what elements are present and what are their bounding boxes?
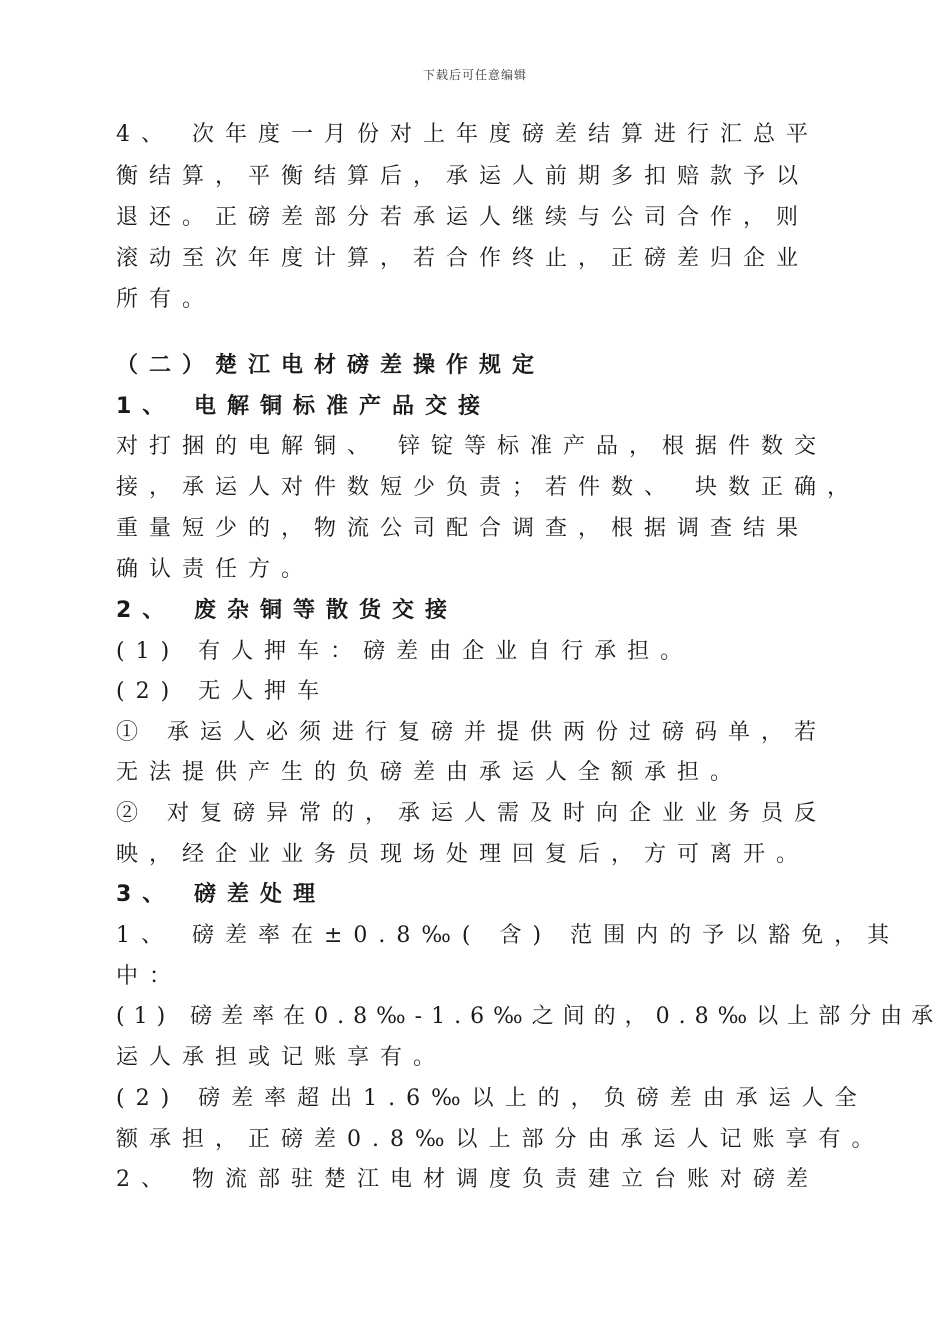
paragraph-line: 滚动至次年度计算，若合作终止，正磅差归企业 xyxy=(116,246,810,271)
paragraph-line: 1、 磅差率在±0.8‰( 含) 范围内的予以豁免，其 xyxy=(116,923,901,948)
paragraph-line: 映，经企业业务员现场处理回复后，方可离开。 xyxy=(116,842,810,867)
section-heading: （二）楚江电材磅差操作规定 xyxy=(116,353,546,378)
paragraph-line: 无法提供产生的负磅差由承运人全额承担。 xyxy=(116,760,744,785)
paragraph-line: 运人承担或记账享有。 xyxy=(116,1045,447,1070)
paragraph-line: 接，承运人对件数短少负责；若件数、 块数正确， xyxy=(116,475,860,500)
paragraph-line: (1) 有人押车：磅差由企业自行承担。 xyxy=(116,639,694,664)
paragraph-line: (2) 无人押车 xyxy=(116,679,331,704)
paragraph-line: 2、 物流部驻楚江电材调度负责建立台账对磅差 xyxy=(116,1167,819,1192)
paragraph-line: (1) 磅差率在0.8‰-1.6‰之间的，0.8‰以上部分由承 xyxy=(116,1004,943,1029)
paragraph-line: 中： xyxy=(116,964,183,989)
subsection-heading: 3、 磅差处理 xyxy=(116,882,326,907)
subsection-heading: 1、 电解铜标准产品交接 xyxy=(116,394,491,419)
paragraph-line: 衡结算，平衡结算后，承运人前期多扣赔款予以 xyxy=(116,164,810,189)
paragraph-line: 4、 次年度一月份对上年度磅差结算进行汇总平 xyxy=(116,122,819,147)
paragraph-line: 确认责任方。 xyxy=(116,557,315,582)
paragraph-line: (2) 磅差率超出1.6‰以上的，负磅差由承运人全 xyxy=(116,1086,868,1111)
paragraph-line: ① 承运人必须进行复磅并提供两份过磅码单，若 xyxy=(116,720,827,745)
paragraph-line: ② 对复磅异常的，承运人需及时向企业业务员反 xyxy=(116,801,827,826)
subsection-heading: 2、 废杂铜等散货交接 xyxy=(116,598,458,623)
paragraph-line: 重量短少的，物流公司配合调查，根据调查结果 xyxy=(116,516,810,541)
paragraph-line: 额承担，正磅差0.8‰以上部分由承运人记账享有。 xyxy=(116,1127,885,1152)
paragraph-line: 所有。 xyxy=(116,287,216,312)
page-header-note: 下载后可任意编辑 xyxy=(422,68,527,82)
paragraph-line: 对打捆的电解铜、 锌锭等标准产品，根据件数交 xyxy=(116,434,827,459)
paragraph-line: 退还。正磅差部分若承运人继续与公司合作，则 xyxy=(116,205,810,230)
